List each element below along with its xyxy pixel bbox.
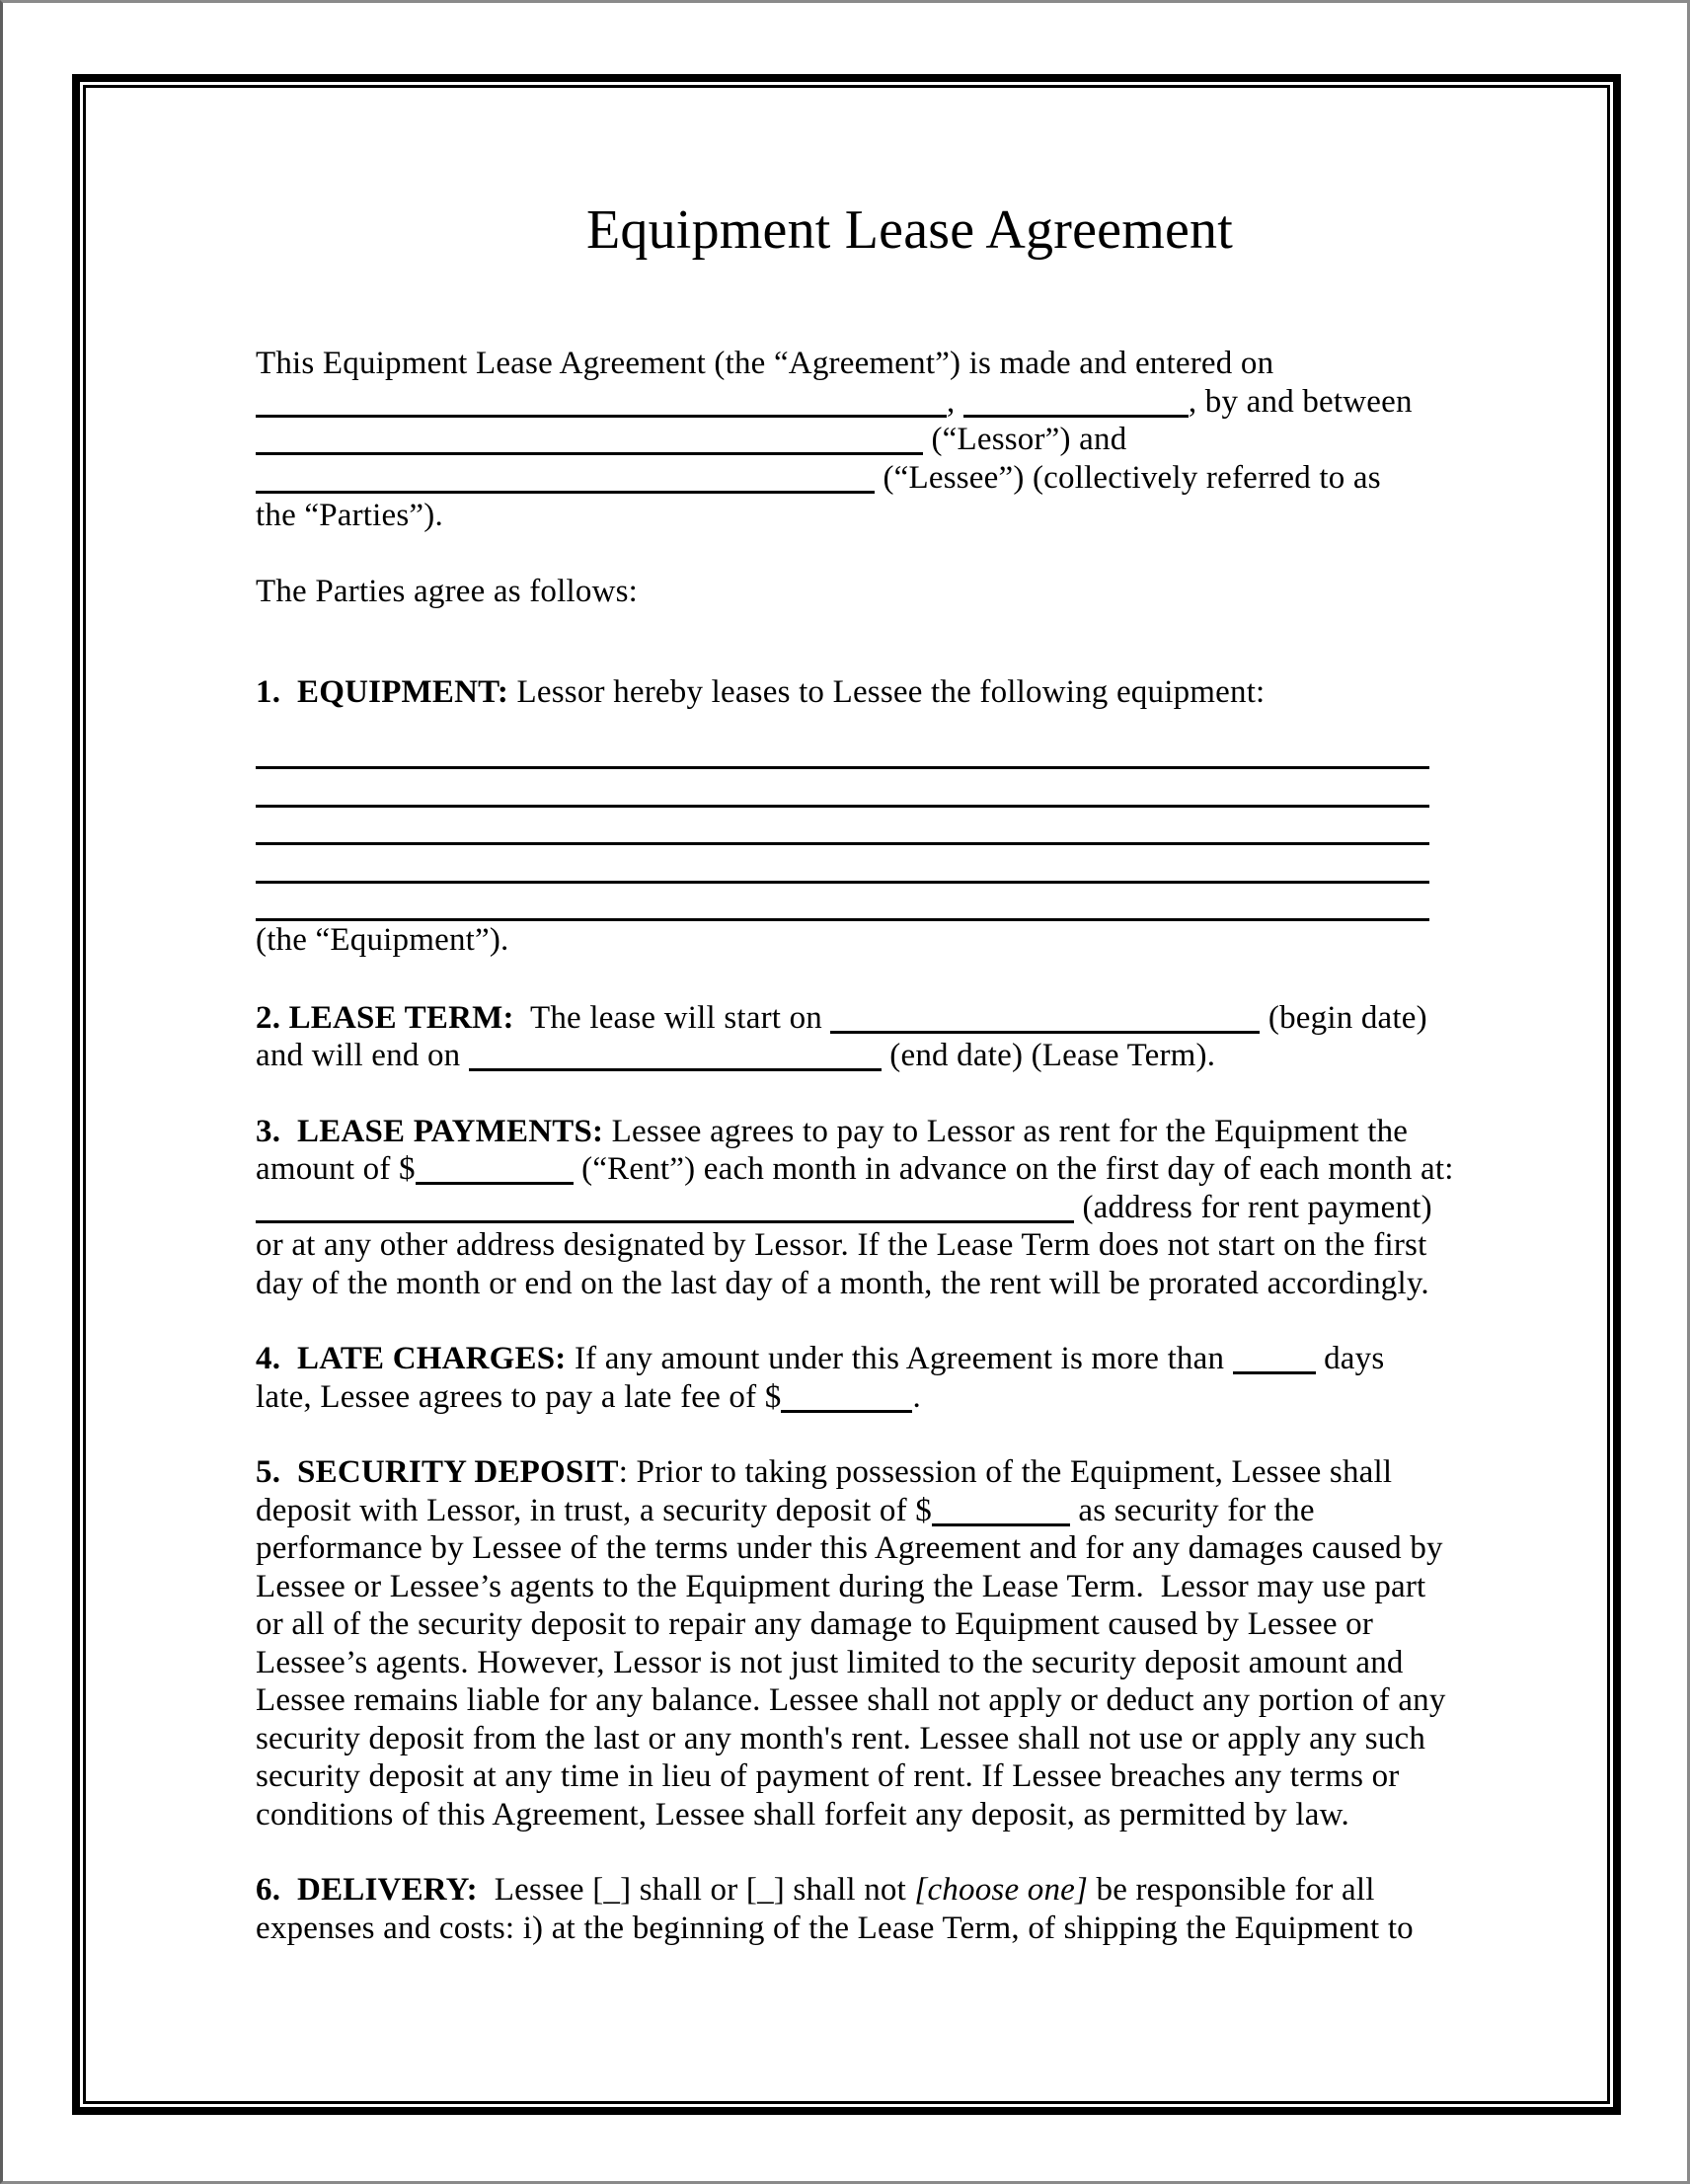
blank-deposit-amount[interactable] [932,1515,1070,1526]
text-run: Lessee [477,1872,593,1908]
section-5-heading: 5. SECURITY DEPOSIT [256,1454,619,1490]
text-line [256,1113,1429,1151]
section-1-equipment [256,673,1429,712]
text-run: shall not [784,1872,915,1908]
text-line [256,497,1429,535]
section-4-heading: 4. LATE CHARGES: [256,1341,567,1376]
equipment-write-in-block [256,732,1429,960]
text-line [256,1605,1429,1644]
text-line [256,1189,1432,1227]
blank-late-days[interactable] [1233,1363,1316,1374]
text-run: . [912,1378,921,1415]
section-2-lease-term [256,999,1429,1075]
text-line [256,1871,1429,1910]
text-line [256,383,1429,422]
text-run: The Parties agree as follows: [256,573,639,609]
text-run: (begin date) [1260,999,1427,1036]
checkbox-shall[interactable]: [_] [592,1872,632,1908]
blank-agreement-date[interactable] [256,406,947,418]
section-3-heading: 3. LEASE PAYMENTS: [256,1113,604,1149]
text-run: (“Rent”) each month in advance on the first day of each month at: [573,1151,1454,1187]
text-line [256,421,1429,459]
text-run: (end date) (Lease Term). [881,1038,1216,1073]
text-line [256,673,1429,712]
text-line [256,1265,1429,1303]
text-run: Lessee remains liable for any balance. Lessee shall not apply or deduct any portion of any [256,1682,1446,1718]
text-line [256,1720,1429,1758]
text-line [256,1757,1429,1796]
text-line [256,345,1429,383]
blank-late-fee[interactable] [781,1401,912,1413]
section-6-heading: 6. DELIVERY: [256,1872,478,1908]
text-run: late, Lessee agrees to pay a late fee of $ [256,1378,782,1415]
text-run: conditions of this Agreement, Lessee shall forfeit any deposit, as permitted by law. [256,1796,1349,1833]
page-border-frame-inner [83,85,1610,2104]
text-line [256,1796,1429,1834]
page-border-frame-outer [72,74,1621,2115]
blank-end-date[interactable] [469,1059,882,1071]
text-run: day of the month or end on the last day of a month, the rent will be prorated accordingly. [256,1265,1429,1301]
text-run: (“Lessor”) and [923,422,1127,457]
blank-lessee-name[interactable] [256,482,875,494]
equipment-rule-line-4[interactable] [256,845,1429,884]
text-run: expenses and costs: i) at the beginning of the Lease Term, of shipping the Equipment to [256,1910,1414,1946]
text-run: security deposit from the last or any month's rent. Lessee shall not use or apply any such [256,1720,1426,1756]
text-run: be responsible for all [1088,1872,1375,1908]
section-1-heading: 1. EQUIPMENT: [256,674,509,710]
text-line [256,1644,1429,1682]
equipment-rule-line-5[interactable] [256,884,1429,922]
text-run: security deposit at any time in lieu of payment of rent. If Lessee breaches any terms or [256,1758,1400,1794]
equipment-rule-line-1[interactable] [256,732,1429,770]
text-run: (“Lessee”) (collectively referred to as [875,459,1381,496]
text-line [256,1150,1454,1189]
text-run: and will end on [256,1038,469,1073]
text-run: or at any other address designated by Lessor. If the Lease Term does not start on the first [256,1227,1427,1263]
text-line [256,1910,1429,1948]
text-run: : Prior to taking possession of the Equipment, Lessee shall [618,1454,1393,1490]
text-run: Lessor hereby leases to Lessee the following equipment: [508,674,1266,710]
text-run: amount of $ [256,1151,416,1187]
section-6-delivery [256,1871,1429,1947]
blank-payment-address[interactable] [256,1211,1074,1223]
text-line [256,1037,1429,1075]
section-2-heading: 2. LEASE TERM: [256,999,514,1036]
document-content [86,88,1607,2101]
text-line [256,921,1429,960]
text-run: performance by Lessee of the terms under this Agreement and for any damages caused by [256,1530,1443,1566]
text-run: , [947,383,963,420]
equipment-rule-line-3[interactable] [256,808,1429,846]
text-line [256,1226,1429,1265]
section-4-late-charges [256,1340,1429,1416]
text-line [256,1492,1429,1530]
equipment-rule-line-2[interactable] [256,769,1429,808]
text-line [256,1340,1429,1378]
document-title: Equipment Lease Agreement [586,199,1233,261]
text-run: The lease will start on [513,999,831,1036]
text-run: Lessee agrees to pay to Lessor as rent for the Equipment the [603,1113,1409,1149]
text-line [256,999,1429,1038]
section-3-lease-payments [256,1113,1454,1303]
choose-one-note: [choose one] [914,1872,1089,1908]
text-run: days [1315,1341,1385,1376]
text-run: shall or [631,1872,746,1908]
text-line [256,459,1429,498]
text-line [256,1529,1443,1568]
blank-lessor-name[interactable] [256,443,923,455]
text-line [256,1681,1446,1720]
text-line [256,1453,1429,1492]
text-run: (the “Equipment”). [256,922,509,958]
text-run: Lessee or Lessee’s agents to the Equipment during the Lease Term. Lessor may use part [256,1568,1426,1604]
text-line [256,1568,1429,1606]
text-run: deposit with Lessor, in trust, a security deposit of $ [256,1492,932,1528]
blank-begin-date[interactable] [830,1022,1260,1034]
blank-agreement-year[interactable] [963,406,1189,418]
intro-paragraph [256,345,1429,535]
text-run: Lessee’s agents. However, Lessor is not just limited to the security deposit amount and [256,1644,1404,1680]
text-line [256,573,1429,611]
agree-line [256,573,1429,611]
text-run: the “Parties”). [256,498,443,533]
blank-rent-amount[interactable] [416,1173,574,1185]
text-line [256,1378,1429,1417]
text-run: If any amount under this Agreement is more than [566,1341,1233,1376]
text-run: as security for the [1069,1492,1315,1528]
text-run: This Equipment Lease Agreement (the “Agreement”) is made and entered on [256,346,1274,381]
text-run: or all of the security deposit to repair any damage to Equipment caused by Lessee or [256,1606,1374,1642]
checkbox-shall-not[interactable]: [_] [745,1872,785,1908]
text-run: , by and between [1188,383,1413,420]
text-run: (address for rent payment) [1074,1189,1432,1225]
section-5-security-deposit [256,1453,1446,1833]
